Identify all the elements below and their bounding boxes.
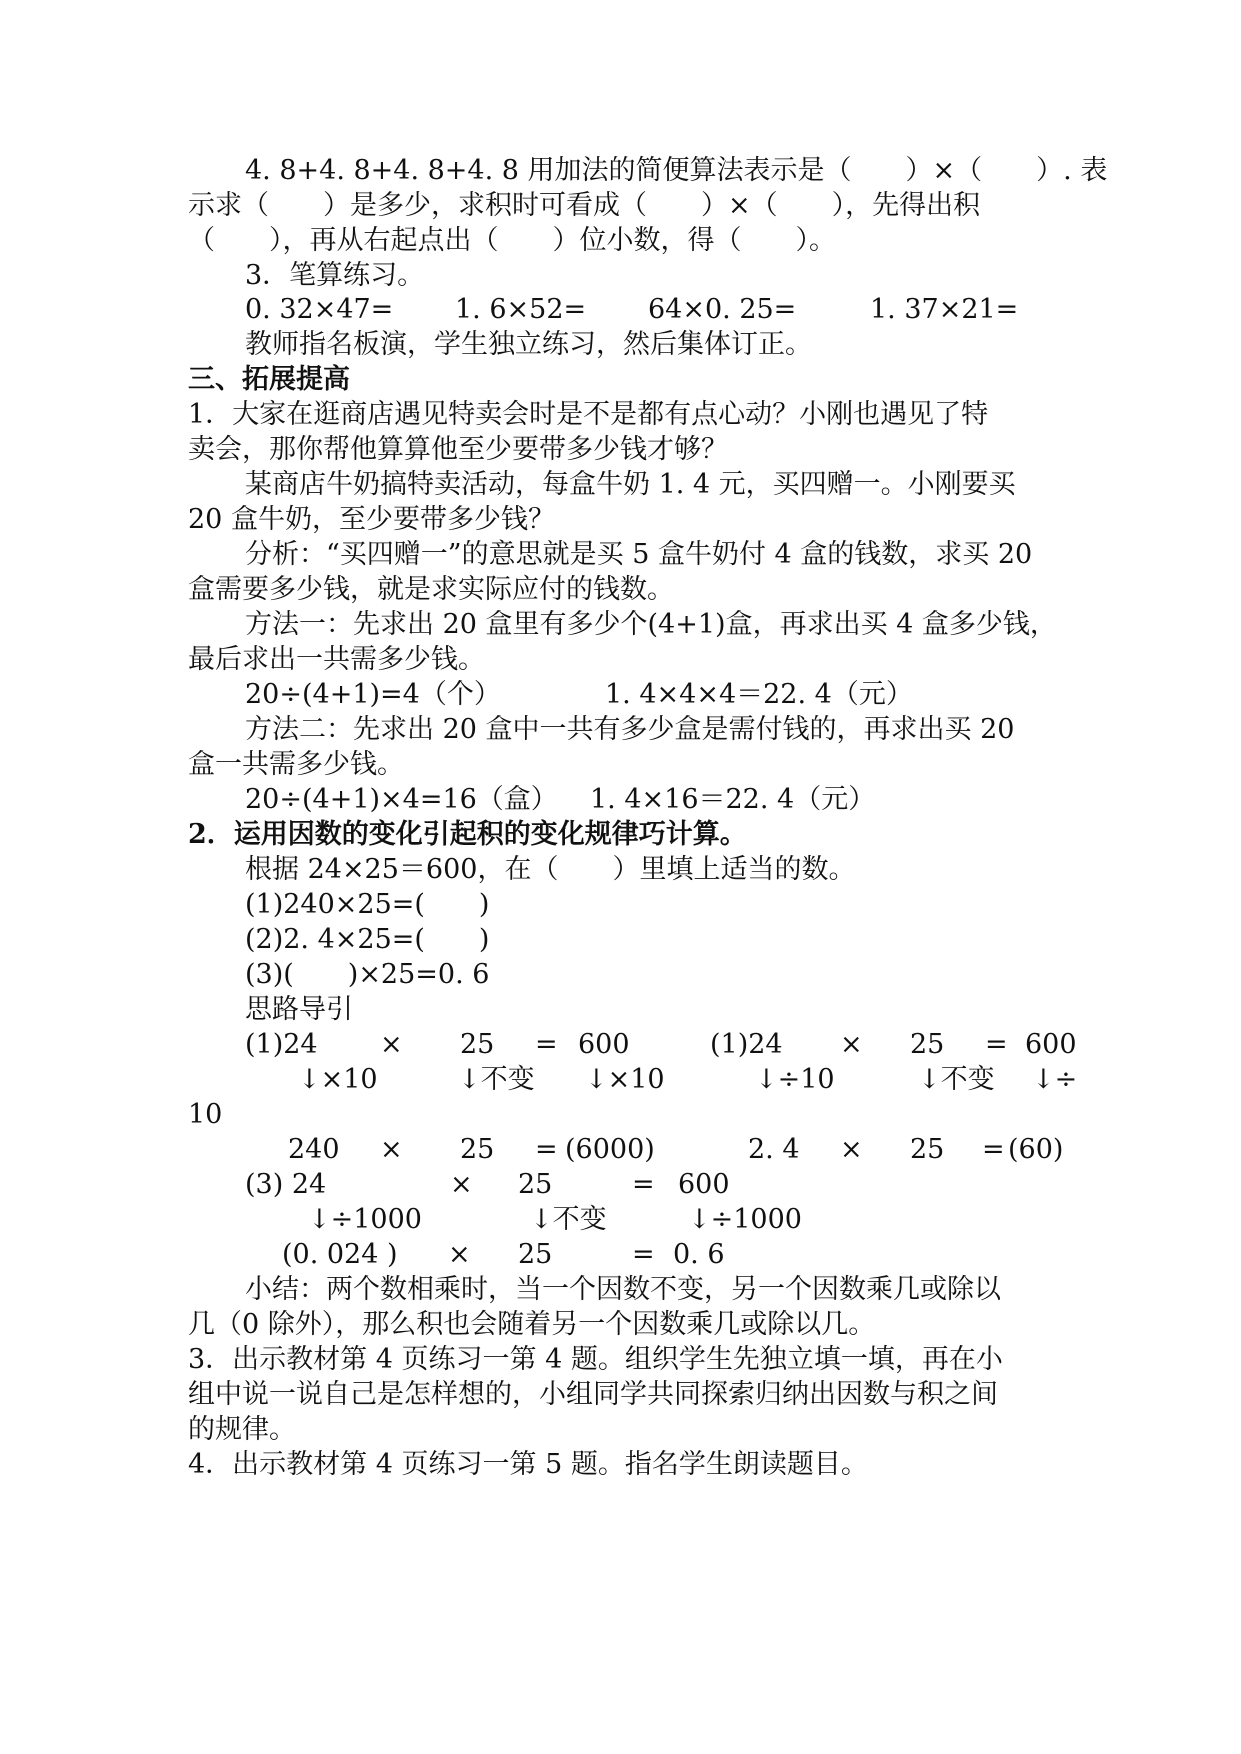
exercise-3: 64×0. 25=	[648, 294, 797, 325]
p1-line3: （ ），再从右起点出（ ）位小数，得（ ）。	[188, 225, 836, 256]
g2-res-a: 2. 4	[748, 1134, 800, 1165]
g2-label: (1)24	[710, 1029, 783, 1060]
q1-problem1: 某商店牛奶搞特卖活动，每盒牛奶 1. 4 元，买四赠一。小刚要买	[245, 469, 1016, 500]
g3-res-b: 25	[518, 1239, 553, 1270]
g1-res-eq: =	[535, 1134, 558, 1165]
g3-res-c: 0. 6	[673, 1239, 725, 1270]
g3-b: 25	[518, 1169, 553, 1200]
g1-res-b: 25	[460, 1134, 495, 1165]
g1-c: 600	[578, 1029, 630, 1060]
g2-arrow-a: ↓÷10	[755, 1064, 835, 1095]
teacher-note: 教师指名板演，学生独立练习，然后集体订正。	[245, 329, 812, 360]
q1-line1: 1．大家在逛商店遇见特卖会时是不是都有点心动？小刚也遇见了特	[188, 399, 989, 430]
g1-res-times: ×	[380, 1134, 403, 1165]
section3-title: 三、拓展提高	[188, 364, 350, 395]
g1-arrow-c: ↓×10	[585, 1064, 665, 1095]
q4-line1: 4．出示教材第 4 页练习一第 5 题。指名学生朗读题目。	[188, 1449, 868, 1480]
q3-line1: 3．出示教材第 4 页练习一第 4 题。组织学生先独立填一填，再在小	[188, 1344, 1003, 1375]
g2-arrow-b: ↓不变	[918, 1064, 995, 1095]
g3-eq: =	[632, 1169, 655, 1200]
g3-arrow-a: ↓÷1000	[308, 1204, 422, 1235]
g2-res-c: (60)	[1008, 1134, 1064, 1165]
g2-c: 600	[1025, 1029, 1077, 1060]
g2-res-b: 25	[910, 1134, 945, 1165]
g1-label: (1)24	[245, 1029, 318, 1060]
exercise-2: 1. 6×52=	[455, 294, 587, 325]
q3-line3: 的规律。	[188, 1414, 296, 1445]
item3-title: 3．笔算练习。	[245, 260, 425, 291]
q1-calc1a: 20÷(4+1)=4（个）	[245, 679, 501, 710]
g2-res-eq: =	[982, 1134, 1005, 1165]
g1-times: ×	[380, 1029, 403, 1060]
g1-arrow-b: ↓不变	[458, 1064, 535, 1095]
g1-res-c: (6000)	[565, 1134, 655, 1165]
q2-sub3: (3)( )×25=0. 6	[245, 959, 490, 990]
g2-res-times: ×	[840, 1134, 863, 1165]
q2-sub1: (1)240×25=( )	[245, 889, 490, 920]
q2-hint: 思路导引	[245, 994, 353, 1025]
g3-c: 600	[678, 1169, 730, 1200]
g3-res-a: (0. 024 )	[282, 1239, 398, 1270]
q1-line2: 卖会，那你帮他算算他至少要带多少钱才够？	[188, 434, 728, 465]
g2-times: ×	[840, 1029, 863, 1060]
p1-line1: 4. 8+4. 8+4. 8+4. 8 用加法的简便算法表示是（ ）×（ ）. 表	[245, 155, 1108, 186]
q1-method2b: 盒一共需多少钱。	[188, 749, 404, 780]
exercise-4: 1. 37×21=	[870, 294, 1019, 325]
g3-arrow-c: ↓÷1000	[688, 1204, 802, 1235]
q2-title: 2．运用因数的变化引起积的变化规律巧计算。	[188, 819, 747, 850]
g1-eq: =	[535, 1029, 558, 1060]
q2-summary2: 几（0 除外），那么积也会随着另一个因数乘几或除以几。	[188, 1309, 876, 1340]
g1-arrow-a: ↓×10	[298, 1064, 378, 1095]
g2-arrow-c-wrap: 10	[188, 1099, 223, 1130]
g3-label: (3) 24	[245, 1169, 327, 1200]
g2-b: 25	[910, 1029, 945, 1060]
q2-sub2: (2)2. 4×25=( )	[245, 924, 490, 955]
g3-times: ×	[450, 1169, 473, 1200]
g2-arrow-c: ↓÷	[1032, 1064, 1078, 1095]
q1-calc2a: 20÷(4+1)×4=16（盒）	[245, 784, 558, 815]
q1-method1b: 最后求出一共需多少钱。	[188, 644, 485, 675]
q2-summary1: 小结：两个数相乘时，当一个因数不变，另一个因数乘几或除以	[245, 1274, 1001, 1305]
g2-eq: =	[985, 1029, 1008, 1060]
q1-method2a: 方法二：先求出 20 盒中一共有多少盒是需付钱的，再求出买 20	[245, 714, 1015, 745]
q1-method1a: 方法一：先求出 20 盒里有多少个(4+1)盒，再求出买 4 盒多少钱，	[245, 609, 1057, 640]
q1-analysis1: 分析：“买四赠一”的意思就是买 5 盒牛奶付 4 盒的钱数，求买 20	[245, 539, 1033, 570]
q2-intro: 根据 24×25＝600，在（ ）里填上适当的数。	[245, 854, 856, 885]
p1-line2: 示求（ ）是多少，求积时可看成（ ）×（ ），先得出积	[188, 190, 981, 221]
g1-b: 25	[460, 1029, 495, 1060]
q1-calc2b: 1. 4×16＝22. 4（元）	[590, 784, 876, 815]
q1-problem2: 20 盒牛奶，至少要带多少钱？	[188, 504, 555, 535]
g3-res-times: ×	[448, 1239, 471, 1270]
g3-arrow-b: ↓不变	[530, 1204, 607, 1235]
g3-res-eq: =	[632, 1239, 655, 1270]
q1-calc1b: 1. 4×4×4＝22. 4（元）	[605, 679, 913, 710]
exercise-1: 0. 32×47=	[245, 294, 394, 325]
q3-line2: 组中说一说自己是怎样想的，小组同学共同探索归纳出因数与积之间	[188, 1379, 998, 1410]
g1-res-a: 240	[288, 1134, 340, 1165]
q1-analysis2: 盒需要多少钱，就是求实际应付的钱数。	[188, 574, 674, 605]
